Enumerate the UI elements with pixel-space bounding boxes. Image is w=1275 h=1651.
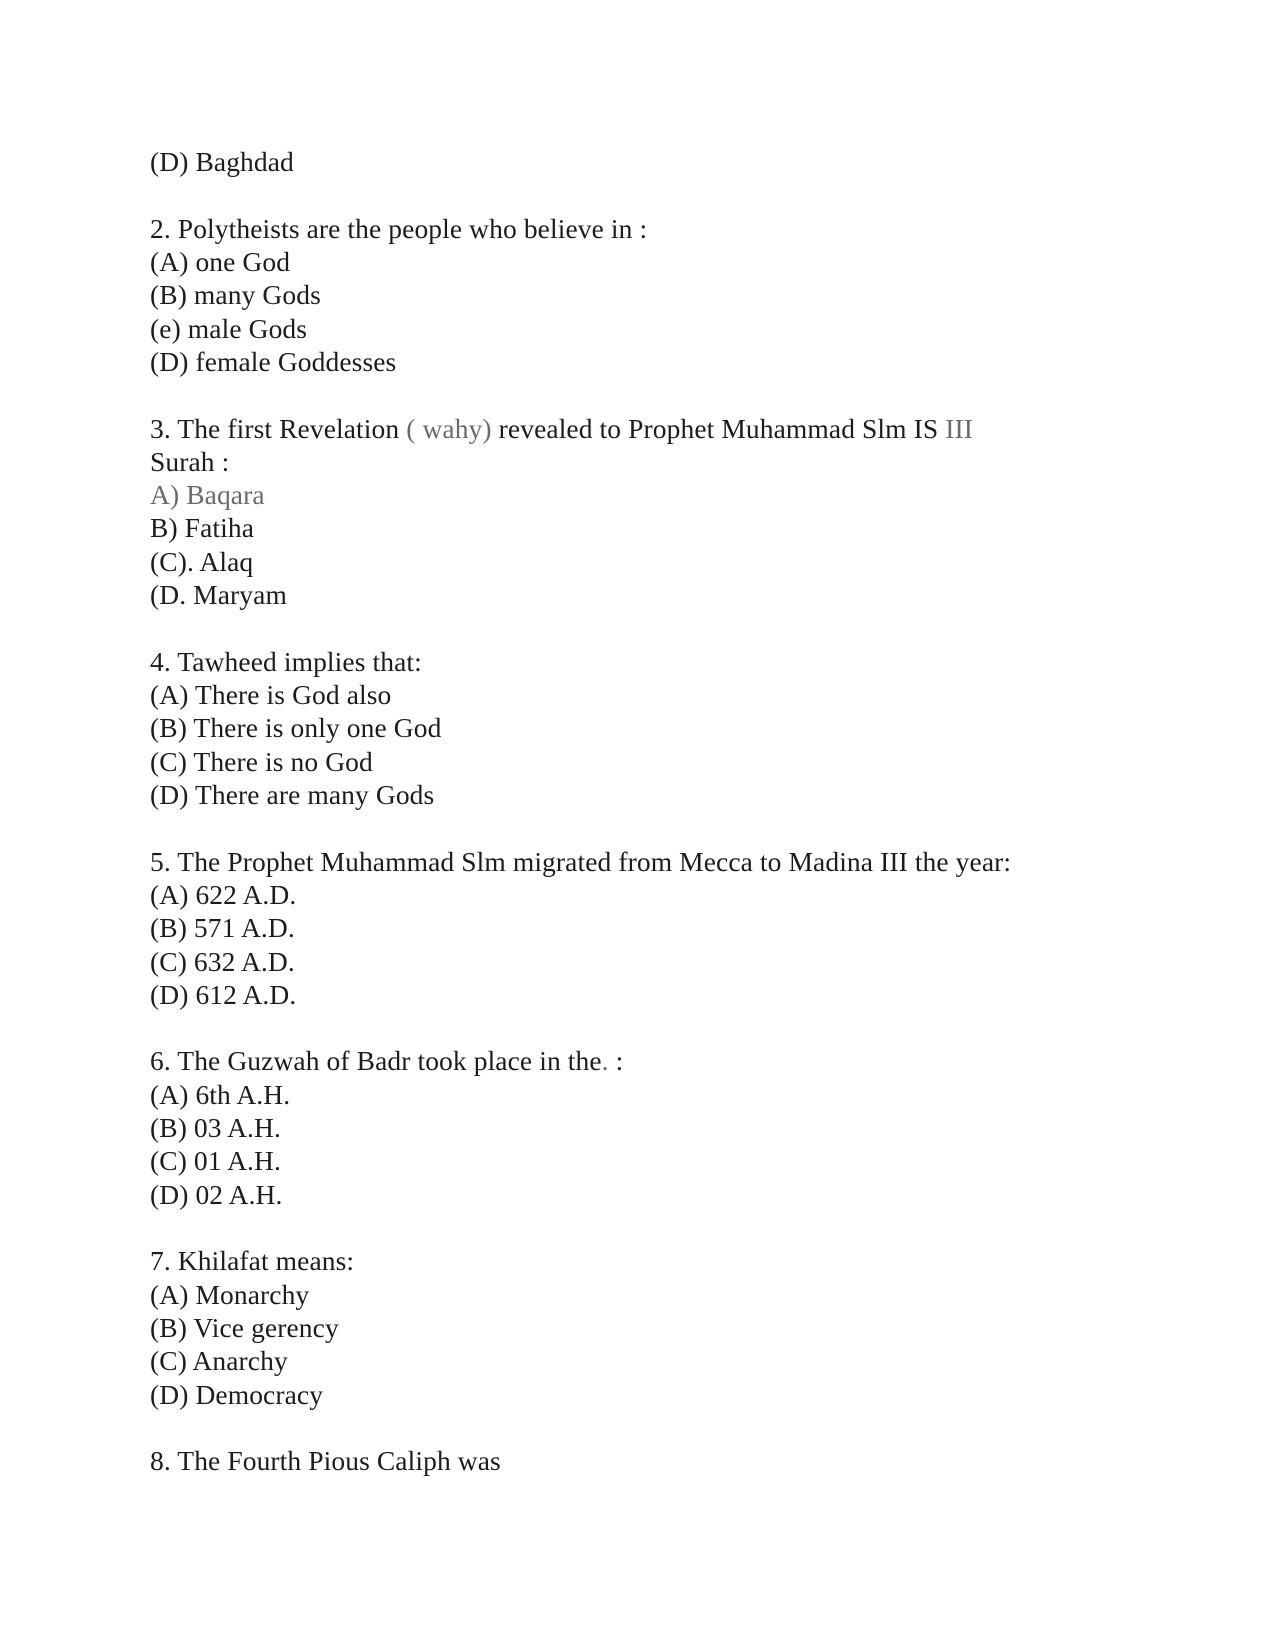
question-6-option-a: (A) 6th A.H. (150, 1078, 291, 1110)
question-2-option-b: (B) many Gods (150, 279, 321, 311)
question-5-option-d: (D) 612 A.D. (150, 978, 297, 1010)
question-3-option-a: A) Baqara (150, 479, 265, 511)
question-7-option-b: (B) Vice gerency (150, 1311, 339, 1343)
question-2-option-a: (A) one God (150, 245, 291, 277)
question-6-text-dot: . (601, 1045, 609, 1077)
question-5-text: 5. The Prophet Muhammad Slm migrated from Mecca to Madina III the year: (150, 845, 1012, 877)
question-3-text-part1: 3. The first Revelation (150, 412, 407, 444)
question-5-option-a: (A) 622 A.D. (150, 878, 297, 910)
document-page (150, 145, 1150, 1478)
carryover-option: (D) Baghdad (150, 146, 294, 177)
question-4-option-d: (D) There are many Gods (150, 778, 435, 810)
question-3-option-c: (C). Alaq (150, 545, 254, 577)
question-3-text-line2: Surah : (150, 445, 230, 477)
question-3-text-wahy: ( wahy) (406, 412, 492, 444)
question-7-option-c: (C) Anarchy (150, 1345, 288, 1377)
question-7-option-a: (A) Monarchy (150, 1278, 310, 1310)
question-7-option-d: (D) Democracy (150, 1378, 324, 1410)
question-2-text: 2. Polytheists are the people who believe in : (150, 212, 648, 244)
question-3-text-part2: revealed to Prophet Muhammad Slm IS (491, 412, 946, 444)
question-6-text (150, 1044, 1150, 1077)
question-4-option-b: (B) There is only one God (150, 712, 442, 744)
question-6-text-main: 6. The Guzwah of Badr took place in the (150, 1045, 602, 1077)
question-5-option-c: (C) 632 A.D. (150, 945, 295, 977)
question-3-text-part3: III (945, 412, 974, 444)
question-6-option-c: (C) 01 A.H. (150, 1145, 281, 1177)
question-6-option-b: (B) 03 A.H. (150, 1112, 281, 1144)
question-5-option-b: (B) 571 A.D. (150, 912, 295, 944)
question-4-option-c: (C) There is no God (150, 745, 373, 777)
question-2-option-c: (e) male Gods (150, 312, 308, 344)
question-6-option-d: (D) 02 A.H. (150, 1178, 283, 1210)
question-4-text: 4. Tawheed implies that: (150, 645, 422, 677)
question-7-text: 7. Khilafat means: (150, 1245, 355, 1277)
question-4-option-a: (A) There is God also (150, 679, 392, 711)
question-8-text: 8. The Fourth Pious Caliph was (150, 1445, 501, 1477)
question-6-text-colon: : (608, 1045, 624, 1077)
question-3-option-d: (D. Maryam (150, 579, 287, 611)
question-2-option-d: (D) female Goddesses (150, 345, 397, 377)
question-3-option-b: B) Fatiha (150, 512, 255, 544)
question-3-text-line1 (150, 412, 1150, 445)
